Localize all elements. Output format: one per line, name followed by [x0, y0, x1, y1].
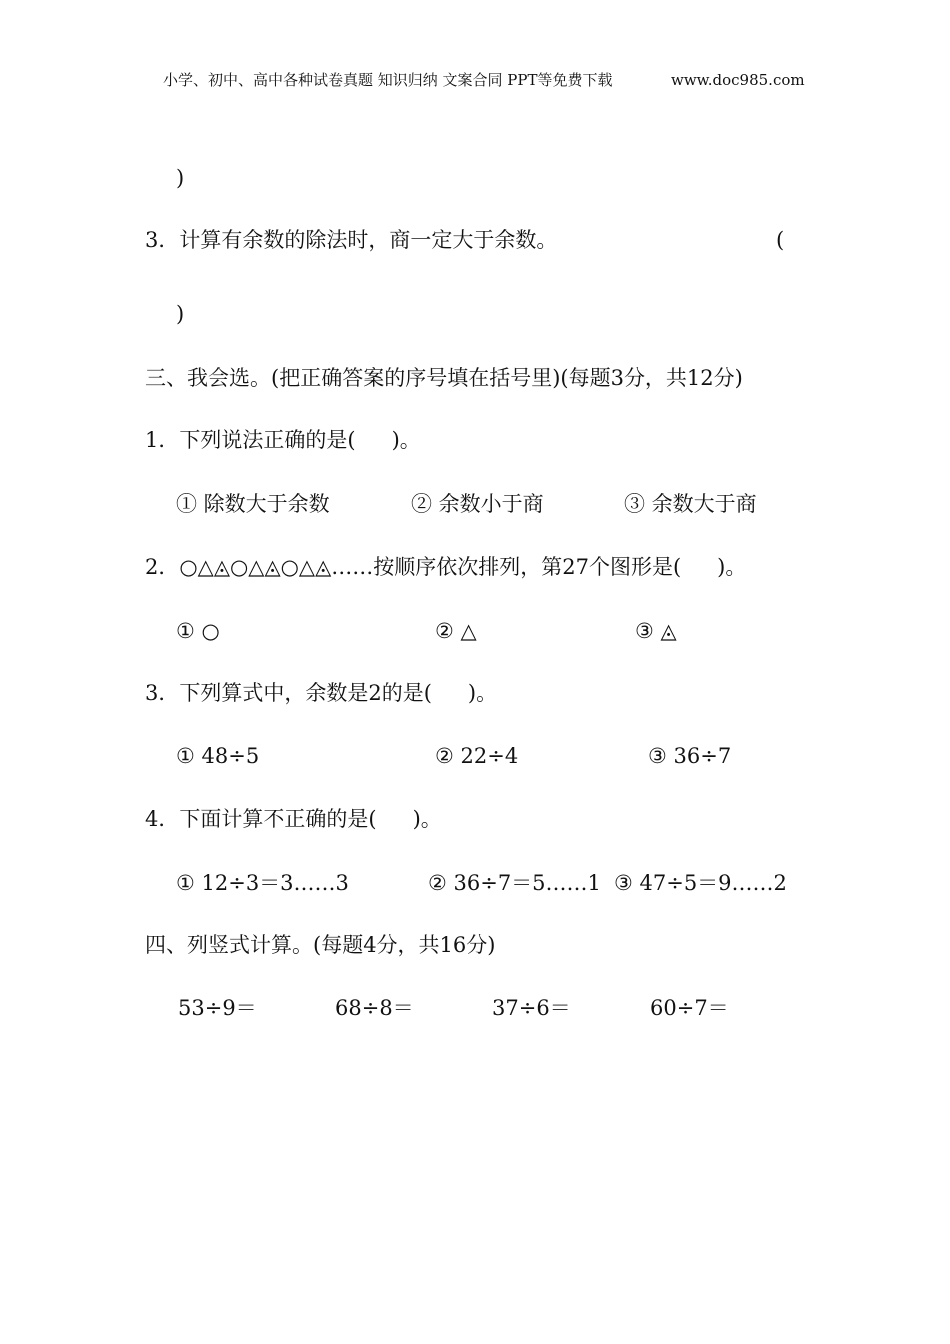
- q1-option-1: ① 除数大于余数: [176, 492, 330, 516]
- q3-option-2: ② 22÷4: [435, 744, 519, 768]
- choice-question-1-stem: 1．下列说法正确的是(: [145, 428, 356, 452]
- q4-option-2: ② 36÷7＝5……1: [428, 871, 601, 895]
- choice-question-1: [145, 426, 421, 454]
- page-header-url: www.doc985.com: [671, 71, 805, 89]
- q3-option-3: ③ 36÷7: [648, 744, 732, 768]
- q1-option-3: ③ 余数大于商: [624, 492, 757, 516]
- q2-option-1: ① ○: [176, 619, 220, 643]
- judge-question-3-close-paren: ): [176, 302, 185, 326]
- choice-question-4-stem-end: )。: [412, 807, 442, 831]
- choice-question-4: [145, 805, 442, 833]
- q4-option-1: ① 12÷3＝3……3: [176, 871, 349, 895]
- prev-answer-close-paren: ): [176, 166, 185, 190]
- page-header-text: 小学、初中、高中各种试卷真题 知识归纳 文案合同 PPT等免费下载: [163, 71, 613, 89]
- q3-option-1: ① 48÷5: [176, 744, 260, 768]
- choice-question-2-stem-end: )。: [717, 555, 747, 579]
- section-4-title: 四、列竖式计算。(每题4分，共16分): [145, 933, 496, 957]
- choice-question-3-stem: 3．下列算式中，余数是2的是(: [145, 681, 432, 705]
- calc-item-4: 60÷7＝: [650, 996, 729, 1020]
- judge-question-3-open-paren: (: [776, 228, 785, 252]
- choice-question-2: [145, 553, 746, 581]
- judge-question-3: 3．计算有余数的除法时，商一定大于余数。: [145, 228, 558, 252]
- q1-option-2: ② 余数小于商: [411, 492, 544, 516]
- q2-option-3: ③ ◬: [635, 619, 677, 643]
- q4-option-3: ③ 47÷5＝9……2: [614, 871, 787, 895]
- choice-question-1-stem-end: )。: [391, 428, 421, 452]
- choice-question-3-stem-end: )。: [467, 681, 498, 705]
- choice-question-4-stem: 4．下面计算不正确的是(: [145, 807, 377, 831]
- calc-item-1: 53÷9＝: [178, 996, 257, 1020]
- q2-option-2: ② △: [435, 619, 477, 643]
- choice-question-3: [145, 679, 497, 707]
- choice-question-2-stem: 2．○△◬○△◬○△◬……按顺序依次排列，第27个图形是(: [145, 555, 682, 579]
- section-3-title: 三、我会选。(把正确答案的序号填在括号里)(每题3分，共12分): [145, 366, 743, 390]
- calc-item-2: 68÷8＝: [335, 996, 414, 1020]
- calc-item-3: 37÷6＝: [492, 996, 571, 1020]
